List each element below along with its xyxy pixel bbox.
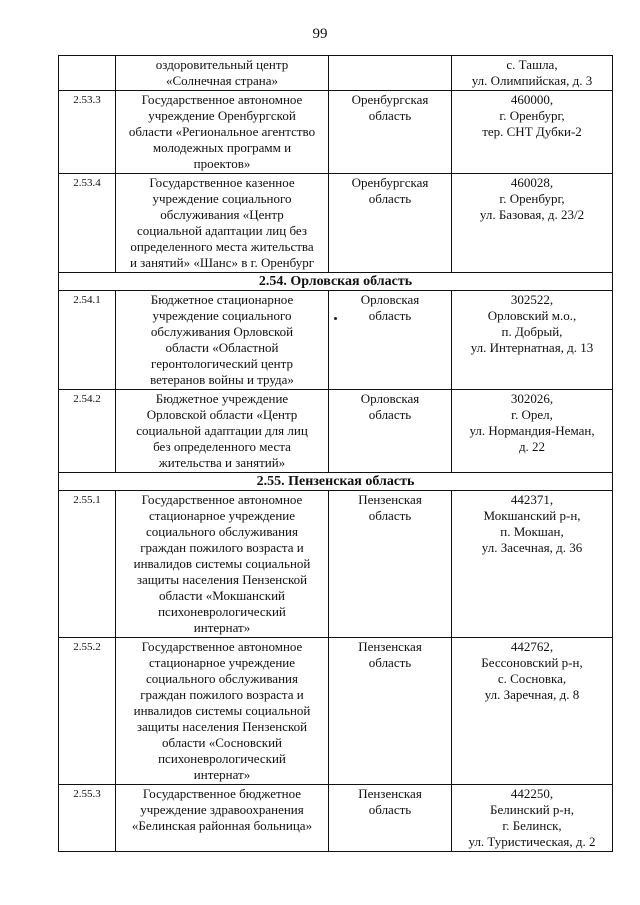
region-cell <box>329 91 452 174</box>
address-line: г. Оренбург, <box>499 108 565 123</box>
address-line: тер. СНТ Дубки-2 <box>482 124 582 139</box>
region-line: Пензенская <box>358 492 422 507</box>
region-line: область <box>368 508 412 523</box>
address-cell <box>452 638 613 785</box>
institution-name-line: «Солнечная страна» <box>166 73 278 88</box>
institution-name-cell <box>116 638 329 785</box>
address-line: г. Орел, <box>511 407 553 422</box>
institution-name-line: определенного места жительства <box>130 239 314 254</box>
institution-name-line: психоневрологический <box>158 751 286 766</box>
address-cell <box>452 174 613 273</box>
institution-name-line: Государственное автономное <box>141 639 303 654</box>
institution-name-line: и занятий» «Шанс» в г. Оренбург <box>129 255 315 270</box>
institution-name-line: учреждение социального <box>152 308 292 323</box>
region-cell <box>329 56 452 91</box>
institution-name-line: социальной адаптации для лиц <box>136 423 308 438</box>
institution-name-line: учреждение социального <box>152 191 292 206</box>
region-cell <box>329 785 452 852</box>
institution-name-line: социального обслуживания <box>146 524 298 539</box>
row-number: 2.54.1 <box>59 291 116 390</box>
region-line: область <box>368 191 412 206</box>
address-line: г. Белинск, <box>502 818 562 833</box>
address-line: ул. Засечная, д. 36 <box>481 540 583 555</box>
institution-name-line: Государственное автономное <box>141 492 303 507</box>
institution-name-line: стационарное учреждение <box>148 655 295 670</box>
institution-name-line: стационарное учреждение <box>148 508 295 523</box>
address-line: ул. Туристическая, д. 2 <box>468 834 596 849</box>
table-row <box>59 56 613 91</box>
section-title: 2.54. Орловская область <box>59 273 613 291</box>
address-cell <box>452 291 613 390</box>
region-line: Орловская <box>360 292 420 307</box>
institution-name-line: инвалидов системы социальной <box>133 703 311 718</box>
institution-name-line: оздоровительный центр <box>155 57 289 72</box>
region-line: область <box>368 655 412 670</box>
address-line: 442371, <box>510 492 554 507</box>
region-line: Орловская <box>360 391 420 406</box>
row-number: 2.55.3 <box>59 785 116 852</box>
institution-name-line: Бюджетное стационарное <box>150 292 294 307</box>
row-number: 2.55.2 <box>59 638 116 785</box>
institution-name-line: интернат» <box>193 620 251 635</box>
institution-name-line: учреждение здравоохранения <box>140 802 304 817</box>
institution-name-cell <box>116 390 329 473</box>
institution-name-cell <box>116 785 329 852</box>
address-line: д. 22 <box>518 439 546 454</box>
page-number: 99 <box>312 26 328 42</box>
row-number: 2.55.1 <box>59 491 116 638</box>
address-line: ул. Нормандия-Неман, <box>469 423 595 438</box>
address-cell <box>452 390 613 473</box>
address-line: ул. Заречная, д. 8 <box>484 687 580 702</box>
institution-name-line: психоневрологический <box>158 604 286 619</box>
row-number <box>59 56 116 91</box>
address-line: Мокшанский р-н, <box>483 508 581 523</box>
institution-name-line: Бюджетное учреждение <box>155 391 289 406</box>
institution-name-line: обслуживания «Центр <box>160 207 284 222</box>
region-cell <box>329 638 452 785</box>
address-line: 442250, <box>510 786 554 801</box>
row-number: 2.53.4 <box>59 174 116 273</box>
address-line: 302026, <box>510 391 554 406</box>
table-row <box>59 174 613 273</box>
institution-name-line: ветеранов войны и труда» <box>150 372 294 387</box>
section-header-row <box>59 273 613 291</box>
address-line: ул. Интернатная, д. 13 <box>470 340 594 355</box>
section-header-row <box>59 473 613 491</box>
region-cell <box>329 291 452 390</box>
region-cell <box>329 174 452 273</box>
institution-name-line: защиты населения Пензенской <box>136 572 308 587</box>
institution-name-line: интернат» <box>193 767 251 782</box>
row-number: 2.53.3 <box>59 91 116 174</box>
table-row <box>59 91 613 174</box>
region-line: область <box>368 308 412 323</box>
address-line: Орловский м.о., <box>487 308 577 323</box>
institution-name-line: области «Сосновский <box>162 735 282 750</box>
institution-name-line: граждан пожилого возраста и <box>140 687 304 702</box>
institution-name-line: «Белинская районная больница» <box>131 818 313 833</box>
table-row <box>59 491 613 638</box>
region-line: Пензенская <box>358 786 422 801</box>
table-row <box>59 638 613 785</box>
address-cell <box>452 785 613 852</box>
address-line: с. Сосновка, <box>497 671 567 686</box>
institution-name-line: защиты населения Пензенской <box>136 719 308 734</box>
address-line: 460000, <box>510 92 554 107</box>
row-number: 2.54.2 <box>59 390 116 473</box>
region-line: Пензенская <box>358 639 422 654</box>
address-line: 302522, <box>510 292 554 307</box>
institution-name-line: без определенного места <box>153 439 291 454</box>
table-row <box>59 390 613 473</box>
address-cell <box>452 56 613 91</box>
address-line: 442762, <box>510 639 554 654</box>
institutions-table <box>58 55 613 852</box>
institution-name-line: граждан пожилого возраста и <box>140 540 304 555</box>
institution-name-line: области «Мокшанский <box>159 588 285 603</box>
address-line: Бессоновский р-н, <box>481 655 583 670</box>
address-line: ул. Олимпийская, д. 3 <box>471 73 593 88</box>
institution-name-line: Орловской области «Центр <box>146 407 298 422</box>
region-line: область <box>368 108 412 123</box>
region-cell <box>329 390 452 473</box>
address-line: Белинский р-н, <box>490 802 574 817</box>
stray-mark <box>334 317 337 320</box>
institution-name-line: области «Областной <box>165 340 279 355</box>
institution-name-line: обслуживания Орловской <box>150 324 294 339</box>
address-line: п. Добрый, <box>501 324 563 339</box>
institution-name-line: области «Региональное агентство <box>128 124 316 139</box>
institution-name-line: Государственное казенное <box>149 175 295 190</box>
institution-name-cell <box>116 291 329 390</box>
institution-name-line: учреждение Оренбургской <box>148 108 296 123</box>
section-title: 2.55. Пензенская область <box>59 473 613 491</box>
region-line: область <box>368 802 412 817</box>
institutions-table-body <box>59 56 613 852</box>
institution-name-cell <box>116 91 329 174</box>
institution-name-cell <box>116 491 329 638</box>
address-line: г. Оренбург, <box>499 191 565 206</box>
institution-name-line: проектов» <box>193 156 251 171</box>
region-line: Оренбургская <box>351 92 429 107</box>
table-row <box>59 785 613 852</box>
institution-name-line: геронтологический центр <box>151 356 293 371</box>
institution-name-line: социальной адаптации лиц без <box>137 223 307 238</box>
region-line: Оренбургская <box>351 175 429 190</box>
institution-name-cell <box>116 174 329 273</box>
address-line: 460028, <box>510 175 554 190</box>
region-cell <box>329 491 452 638</box>
address-line: п. Мокшан, <box>500 524 564 539</box>
address-cell <box>452 91 613 174</box>
table-row <box>59 291 613 390</box>
institution-name-line: жительства и занятий» <box>158 455 286 470</box>
institution-name-line: Государственное автономное <box>141 92 303 107</box>
region-line: область <box>368 407 412 422</box>
institution-name-line: социального обслуживания <box>146 671 298 686</box>
institution-name-cell <box>116 56 329 91</box>
institution-name-line: молодежных программ и <box>152 140 292 155</box>
institution-name-line: Государственное бюджетное <box>142 786 302 801</box>
address-cell <box>452 491 613 638</box>
address-line: с. Ташла, <box>506 57 558 72</box>
address-line: ул. Базовая, д. 23/2 <box>479 207 585 222</box>
institution-name-line: инвалидов системы социальной <box>133 556 311 571</box>
